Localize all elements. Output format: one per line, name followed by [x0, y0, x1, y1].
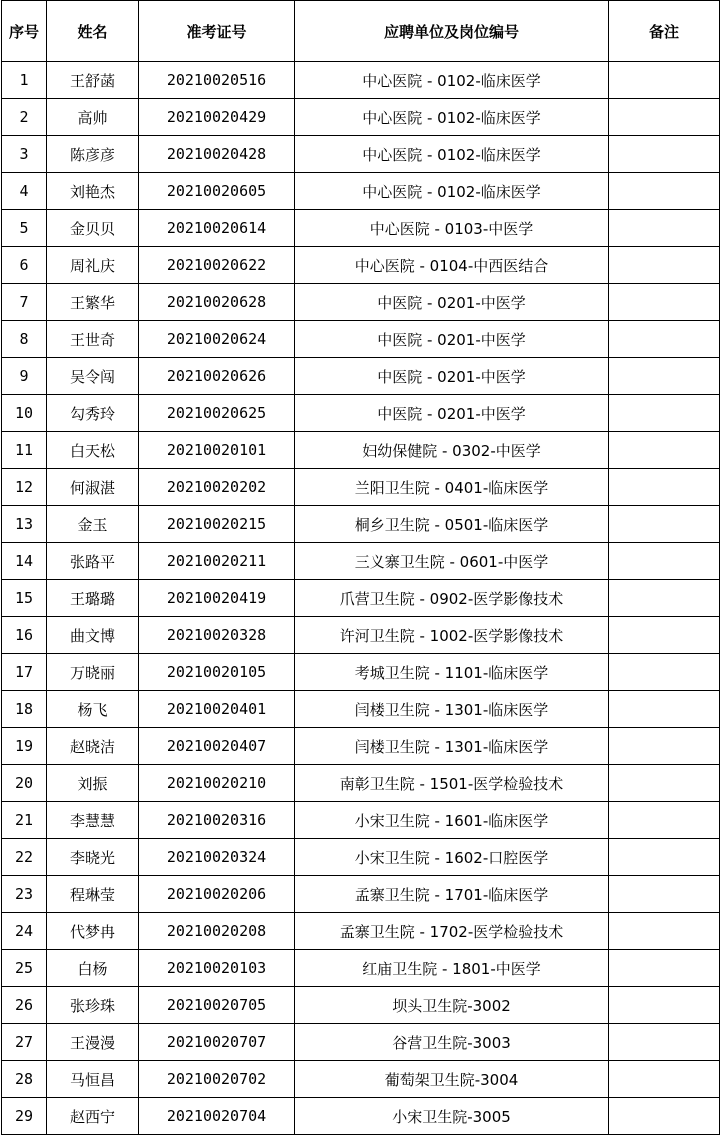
- table-row: [2, 395, 720, 432]
- row-remark-cell: [609, 1024, 720, 1061]
- row-index-cell: 8: [2, 321, 47, 358]
- row-exam-number-cell: 20210020101: [139, 432, 295, 469]
- table-row: [2, 728, 720, 765]
- row-exam-number-cell: 20210020407: [139, 728, 295, 765]
- row-remark-cell: [609, 506, 720, 543]
- row-unit-post-cell: 小宋卫生院 - 1601-临床医学: [295, 802, 609, 839]
- row-unit-post-cell: 孟寨卫生院 - 1701-临床医学: [295, 876, 609, 913]
- row-unit-post-cell: 中心医院 - 0102-临床医学: [295, 173, 609, 210]
- row-remark-cell: [609, 247, 720, 284]
- header-index: 序号: [2, 1, 47, 62]
- row-unit-post-cell: 坝头卫生院-3002: [295, 987, 609, 1024]
- row-name-cell: 吴令闯: [47, 358, 139, 395]
- row-index-cell: 9: [2, 358, 47, 395]
- row-remark-cell: [609, 802, 720, 839]
- row-unit-post-cell: 闫楼卫生院 - 1301-临床医学: [295, 728, 609, 765]
- row-index-cell: 25: [2, 950, 47, 987]
- row-remark-cell: [609, 136, 720, 173]
- row-unit-post-cell: 三义寨卫生院 - 0601-中医学: [295, 543, 609, 580]
- row-exam-number-cell: 20210020419: [139, 580, 295, 617]
- table-row: [2, 876, 720, 913]
- row-index-cell: 22: [2, 839, 47, 876]
- table-row: [2, 839, 720, 876]
- row-unit-post-cell: 南彰卫生院 - 1501-医学检验技术: [295, 765, 609, 802]
- row-exam-number-cell: 20210020707: [139, 1024, 295, 1061]
- row-remark-cell: [609, 321, 720, 358]
- table-row: [2, 987, 720, 1024]
- row-unit-post-cell: 中医院 - 0201-中医学: [295, 321, 609, 358]
- row-exam-number-cell: 20210020316: [139, 802, 295, 839]
- header-remark: 备注: [609, 1, 720, 62]
- table-row: [2, 210, 720, 247]
- row-remark-cell: [609, 1098, 720, 1135]
- table-row: [2, 358, 720, 395]
- table-row: [2, 580, 720, 617]
- table-row: [2, 99, 720, 136]
- row-name-cell: 王漫漫: [47, 1024, 139, 1061]
- header-unit-post: 应聘单位及岗位编号: [295, 1, 609, 62]
- row-exam-number-cell: 20210020628: [139, 284, 295, 321]
- row-unit-post-cell: 兰阳卫生院 - 0401-临床医学: [295, 469, 609, 506]
- row-remark-cell: [609, 432, 720, 469]
- row-unit-post-cell: 妇幼保健院 - 0302-中医学: [295, 432, 609, 469]
- row-index-cell: 20: [2, 765, 47, 802]
- table-row: [2, 543, 720, 580]
- row-remark-cell: [609, 1061, 720, 1098]
- row-name-cell: 王舒菡: [47, 62, 139, 99]
- row-name-cell: 勾秀玲: [47, 395, 139, 432]
- table-row: [2, 913, 720, 950]
- row-unit-post-cell: 考城卫生院 - 1101-临床医学: [295, 654, 609, 691]
- row-index-cell: 15: [2, 580, 47, 617]
- row-index-cell: 12: [2, 469, 47, 506]
- row-index-cell: 13: [2, 506, 47, 543]
- row-exam-number-cell: 20210020211: [139, 543, 295, 580]
- table-row: [2, 173, 720, 210]
- row-remark-cell: [609, 691, 720, 728]
- row-exam-number-cell: 20210020215: [139, 506, 295, 543]
- row-unit-post-cell: 桐乡卫生院 - 0501-临床医学: [295, 506, 609, 543]
- row-remark-cell: [609, 284, 720, 321]
- row-unit-post-cell: 中心医院 - 0102-临床医学: [295, 136, 609, 173]
- row-exam-number-cell: 20210020622: [139, 247, 295, 284]
- row-exam-number-cell: 20210020516: [139, 62, 295, 99]
- row-name-cell: 刘振: [47, 765, 139, 802]
- row-index-cell: 2: [2, 99, 47, 136]
- row-unit-post-cell: 谷营卫生院-3003: [295, 1024, 609, 1061]
- row-index-cell: 27: [2, 1024, 47, 1061]
- row-index-cell: 24: [2, 913, 47, 950]
- row-exam-number-cell: 20210020428: [139, 136, 295, 173]
- table-header: [2, 1, 720, 62]
- header-exam-number: 准考证号: [139, 1, 295, 62]
- row-name-cell: 刘艳杰: [47, 173, 139, 210]
- row-index-cell: 21: [2, 802, 47, 839]
- table-row: [2, 1024, 720, 1061]
- row-name-cell: 杨飞: [47, 691, 139, 728]
- row-index-cell: 3: [2, 136, 47, 173]
- row-index-cell: 11: [2, 432, 47, 469]
- table-row: [2, 506, 720, 543]
- row-unit-post-cell: 小宋卫生院 - 1602-口腔医学: [295, 839, 609, 876]
- row-name-cell: 陈彦彦: [47, 136, 139, 173]
- row-exam-number-cell: 20210020614: [139, 210, 295, 247]
- row-remark-cell: [609, 395, 720, 432]
- row-index-cell: 1: [2, 62, 47, 99]
- row-unit-post-cell: 中医院 - 0201-中医学: [295, 284, 609, 321]
- header-row: [2, 1, 720, 62]
- row-remark-cell: [609, 765, 720, 802]
- row-remark-cell: [609, 210, 720, 247]
- row-unit-post-cell: 中心医院 - 0102-临床医学: [295, 62, 609, 99]
- table-row: [2, 62, 720, 99]
- table-row: [2, 1098, 720, 1135]
- table-row: [2, 617, 720, 654]
- row-unit-post-cell: 中医院 - 0201-中医学: [295, 358, 609, 395]
- row-name-cell: 白天松: [47, 432, 139, 469]
- row-unit-post-cell: 葡萄架卫生院-3004: [295, 1061, 609, 1098]
- table-row: [2, 321, 720, 358]
- row-exam-number-cell: 20210020624: [139, 321, 295, 358]
- row-name-cell: 王繁华: [47, 284, 139, 321]
- row-name-cell: 王璐璐: [47, 580, 139, 617]
- table-row: [2, 802, 720, 839]
- row-index-cell: 5: [2, 210, 47, 247]
- row-remark-cell: [609, 469, 720, 506]
- table-row: [2, 284, 720, 321]
- row-name-cell: 张珍珠: [47, 987, 139, 1024]
- row-remark-cell: [609, 358, 720, 395]
- row-unit-post-cell: 中医院 - 0201-中医学: [295, 395, 609, 432]
- row-name-cell: 赵西宁: [47, 1098, 139, 1135]
- row-name-cell: 马恒昌: [47, 1061, 139, 1098]
- table-row: [2, 765, 720, 802]
- row-exam-number-cell: 20210020705: [139, 987, 295, 1024]
- row-name-cell: 赵晓洁: [47, 728, 139, 765]
- row-remark-cell: [609, 580, 720, 617]
- row-name-cell: 何淑湛: [47, 469, 139, 506]
- row-name-cell: 周礼庆: [47, 247, 139, 284]
- row-unit-post-cell: 爪营卫生院 - 0902-医学影像技术: [295, 580, 609, 617]
- row-index-cell: 23: [2, 876, 47, 913]
- row-name-cell: 万晓丽: [47, 654, 139, 691]
- row-name-cell: 白杨: [47, 950, 139, 987]
- row-unit-post-cell: 孟寨卫生院 - 1702-医学检验技术: [295, 913, 609, 950]
- header-name: 姓名: [47, 1, 139, 62]
- row-name-cell: 李慧慧: [47, 802, 139, 839]
- row-remark-cell: [609, 987, 720, 1024]
- row-index-cell: 7: [2, 284, 47, 321]
- row-index-cell: 28: [2, 1061, 47, 1098]
- table-row: [2, 1061, 720, 1098]
- row-unit-post-cell: 中心医院 - 0102-临床医学: [295, 99, 609, 136]
- row-remark-cell: [609, 876, 720, 913]
- row-exam-number-cell: 20210020702: [139, 1061, 295, 1098]
- table-row: [2, 432, 720, 469]
- row-remark-cell: [609, 728, 720, 765]
- row-unit-post-cell: 中心医院 - 0104-中西医结合: [295, 247, 609, 284]
- row-unit-post-cell: 小宋卫生院-3005: [295, 1098, 609, 1135]
- row-index-cell: 18: [2, 691, 47, 728]
- row-name-cell: 李晓光: [47, 839, 139, 876]
- row-exam-number-cell: 20210020605: [139, 173, 295, 210]
- table-row: [2, 950, 720, 987]
- candidate-table: [1, 0, 720, 1135]
- row-name-cell: 张路平: [47, 543, 139, 580]
- row-index-cell: 14: [2, 543, 47, 580]
- row-name-cell: 高帅: [47, 99, 139, 136]
- row-remark-cell: [609, 913, 720, 950]
- table-row: [2, 247, 720, 284]
- row-name-cell: 曲文博: [47, 617, 139, 654]
- row-unit-post-cell: 许河卫生院 - 1002-医学影像技术: [295, 617, 609, 654]
- row-remark-cell: [609, 62, 720, 99]
- table-row: [2, 691, 720, 728]
- row-remark-cell: [609, 617, 720, 654]
- row-index-cell: 10: [2, 395, 47, 432]
- table-row: [2, 469, 720, 506]
- row-exam-number-cell: 20210020210: [139, 765, 295, 802]
- row-remark-cell: [609, 950, 720, 987]
- row-exam-number-cell: 20210020401: [139, 691, 295, 728]
- row-index-cell: 16: [2, 617, 47, 654]
- table-row: [2, 654, 720, 691]
- row-index-cell: 17: [2, 654, 47, 691]
- row-name-cell: 程琳莹: [47, 876, 139, 913]
- row-exam-number-cell: 20210020206: [139, 876, 295, 913]
- row-exam-number-cell: 20210020429: [139, 99, 295, 136]
- table-row: [2, 136, 720, 173]
- row-remark-cell: [609, 839, 720, 876]
- row-remark-cell: [609, 654, 720, 691]
- row-name-cell: 金玉: [47, 506, 139, 543]
- row-exam-number-cell: 20210020328: [139, 617, 295, 654]
- row-exam-number-cell: 20210020202: [139, 469, 295, 506]
- row-name-cell: 王世奇: [47, 321, 139, 358]
- row-exam-number-cell: 20210020208: [139, 913, 295, 950]
- row-exam-number-cell: 20210020105: [139, 654, 295, 691]
- row-name-cell: 代梦冉: [47, 913, 139, 950]
- row-remark-cell: [609, 173, 720, 210]
- row-remark-cell: [609, 543, 720, 580]
- row-index-cell: 4: [2, 173, 47, 210]
- row-unit-post-cell: 中心医院 - 0103-中医学: [295, 210, 609, 247]
- row-index-cell: 29: [2, 1098, 47, 1135]
- row-exam-number-cell: 20210020625: [139, 395, 295, 432]
- table-body: [2, 62, 720, 1135]
- row-exam-number-cell: 20210020324: [139, 839, 295, 876]
- row-index-cell: 6: [2, 247, 47, 284]
- row-exam-number-cell: 20210020704: [139, 1098, 295, 1135]
- row-name-cell: 金贝贝: [47, 210, 139, 247]
- row-remark-cell: [609, 99, 720, 136]
- row-unit-post-cell: 闫楼卫生院 - 1301-临床医学: [295, 691, 609, 728]
- row-exam-number-cell: 20210020103: [139, 950, 295, 987]
- row-unit-post-cell: 红庙卫生院 - 1801-中医学: [295, 950, 609, 987]
- row-index-cell: 19: [2, 728, 47, 765]
- row-index-cell: 26: [2, 987, 47, 1024]
- row-exam-number-cell: 20210020626: [139, 358, 295, 395]
